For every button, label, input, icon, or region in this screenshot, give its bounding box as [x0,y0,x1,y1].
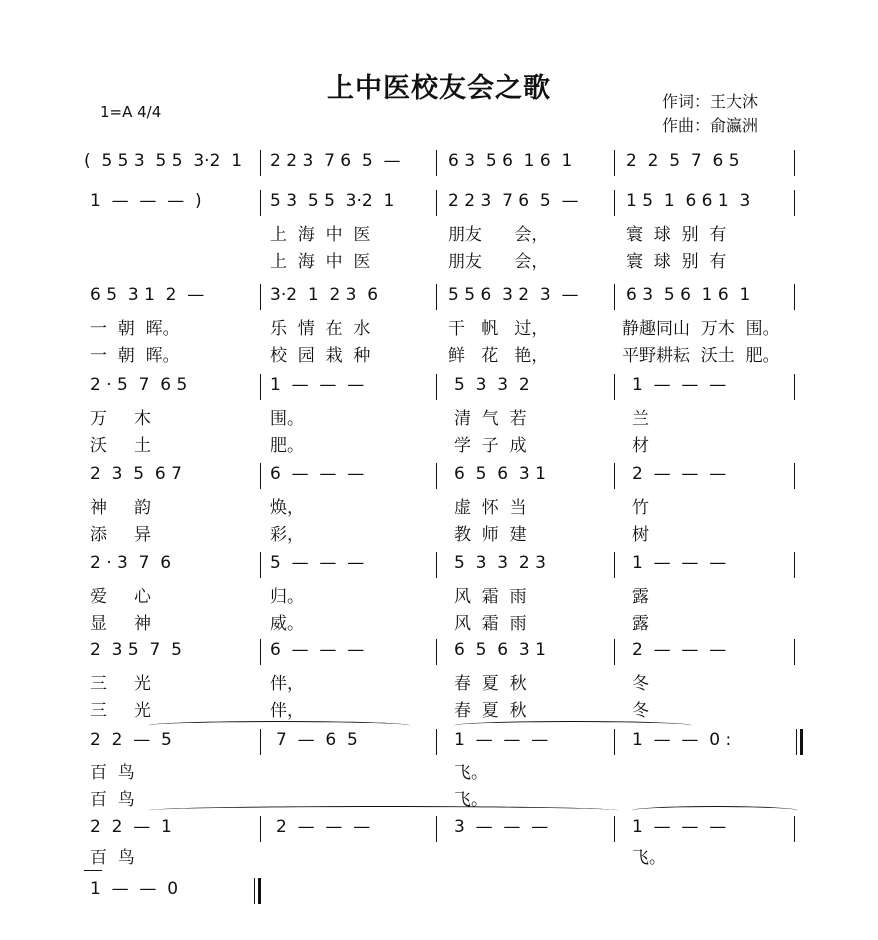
barline [614,729,615,755]
lyrics-block [80,758,800,812]
barline [436,190,437,216]
measure: 2 3 5 7 5 [90,640,182,660]
lyric-verse-2: 朋友 会， [448,252,549,272]
lyric-verse-1: 虚 怀 当 [454,498,527,518]
measure: 6 5 3 1 2 — [90,285,205,305]
lyric-verse-2: 沃 土 [90,436,152,456]
measure: 1 5 1 6 6 1 3 [626,191,751,211]
lyric-verse-1: 围。 [270,409,304,429]
lyric-verse-1: 上 海 中 医 [270,225,371,245]
lyric-verse-2: 鲜 花 艳， [448,346,549,366]
lyric-verse-1: 春 夏 秋 [454,674,527,694]
barline [794,374,795,400]
measure: 6 3 5 6 1 6 1 [448,151,573,171]
lyric-verse-2: 学 子 成 [454,436,527,456]
barline [260,639,261,665]
lyric-verse-1: 露 [632,587,649,607]
lyrics-block [80,843,800,871]
measure: 2 2 5 7 6 5 [626,151,740,171]
measure: 1 — — — ) [90,191,202,211]
measure: 6 5 6 3 1 [454,464,546,484]
barline [614,150,615,176]
lyric-verse-2: 上 海 中 医 [270,252,371,272]
barline [436,463,437,489]
barline [794,816,795,842]
lyric-verse-1: 静趣同山 万木 围。 [622,319,780,339]
measure: 1 — — 0 [90,879,179,899]
score-system [80,874,800,914]
lyric-verse-2: 肥。 [270,436,304,456]
lyrics-block [80,493,800,547]
lyric-verse-1: 伴， [270,674,304,694]
lyric-verse-1: 朋友 会， [448,225,549,245]
lyric-verse-2: 威。 [270,614,304,634]
key-signature: 1=A 4/4 [100,103,162,121]
barline [260,190,261,216]
measure: 1 — — — [632,553,727,573]
lyric-verse-2: 伴， [270,701,304,721]
measure: 2 · 3 7 6 [90,553,172,573]
barline [436,374,437,400]
measure: 2 2 — 5 [90,730,172,750]
measure: 6 3 5 6 1 6 1 [626,285,751,305]
lyric-verse-2: 寰 球 别 有 [626,252,727,272]
lyric-verse-2: 飞。 [454,790,488,810]
measure: 1 — — — [632,375,727,395]
measure: 6 — — — [270,640,365,660]
lyrics-block [80,582,800,636]
barline [436,552,437,578]
measure: 1 — — 0 : [632,730,732,750]
lyric-verse-2: 一 朝 晖。 [90,346,180,366]
measure: 2 2 3 7 6 5 — [448,191,579,211]
score-system [80,146,800,186]
measure: 7 — 6 5 [276,730,358,750]
barline [436,816,437,842]
barline [794,639,795,665]
measure: 6 5 6 3 1 [454,640,546,660]
measure: 1 — — — [454,730,549,750]
lyric-verse-2: 校 园 栽 种 [270,346,371,366]
credits [662,90,758,138]
lyric-verse-1: 风 霜 雨 [454,587,527,607]
lyric-verse-2: 材 [632,436,649,456]
lyric-verse-2: 添 异 [90,525,152,545]
lyric-verse-1: 竹 [632,498,649,518]
barline [436,150,437,176]
lyric-verse-2: 露 [632,614,649,634]
repeat-barline [800,729,803,755]
lyric-verse-2: 平野耕耘 沃土 肥。 [622,346,780,366]
measure: 5 — — — [270,553,365,573]
lyric-verse-1: 焕， [270,498,304,518]
lyric-verse-1: 干 帆 过， [448,319,549,339]
lyric-verse-1: 神 韵 [90,498,152,518]
measure: 2 · 5 7 6 5 [90,375,188,395]
lyric-verse-2: 风 霜 雨 [454,614,527,634]
measure: 5 3 3 2 3 [454,553,546,573]
measure: 2 — — — [632,640,727,660]
barline [436,639,437,665]
lyric-verse-1: 飞。 [632,848,666,868]
barline [254,878,255,904]
barline [796,729,797,755]
measure: 2 2 3 7 6 5 — [270,151,401,171]
measure: 2 2 — 1 [90,817,172,837]
barline [614,463,615,489]
final-barline [258,878,261,904]
composer-credit: 作曲：俞瀛洲 [662,116,759,135]
barline [614,284,615,310]
song-title: 上中医校友会之歌 [327,73,551,104]
measure: 5 3 5 5 3·2 1 [270,191,395,211]
measure: 6 — — — [270,464,365,484]
barline [794,463,795,489]
lyrics-block [80,220,800,274]
lyric-verse-2: 百 鸟 [90,790,135,810]
barline [260,150,261,176]
measure: 2 — — — [276,817,371,837]
lyrics-block [80,404,800,458]
barline [794,552,795,578]
barline [436,284,437,310]
lyric-verse-1: 一 朝 晖。 [90,319,180,339]
barline [794,190,795,216]
measure: 3 — — — [454,817,549,837]
lyric-verse-1: 兰 [632,409,649,429]
measure: 5 3 3 2 [454,375,530,395]
lyric-verse-1: 寰 球 别 有 [626,225,727,245]
barline [614,190,615,216]
barline [260,463,261,489]
barline [260,552,261,578]
barline [614,816,615,842]
lyric-verse-1: 飞。 [454,763,488,783]
lyric-verse-1: 爱 心 [90,587,152,607]
lyric-verse-1: 乐 情 在 水 [270,319,371,339]
measure: ( 5 5 3 5 5 3·2 1 [84,151,243,171]
barline [794,150,795,176]
barline [260,729,261,755]
barline [794,284,795,310]
lyric-verse-1: 百 鸟 [90,763,135,783]
lyric-verse-2: 三 光 [90,701,152,721]
barline [260,284,261,310]
lyric-verse-1: 冬 [632,674,649,694]
barline [614,374,615,400]
barline [614,639,615,665]
lyric-verse-2: 彩， [270,525,304,545]
lyric-verse-1: 三 光 [90,674,152,694]
measure: 2 — — — [632,464,727,484]
measure: 1 — — — [270,375,365,395]
lyric-verse-1: 万 木 [90,409,152,429]
lyric-verse-2: 春 夏 秋 [454,701,527,721]
measure: 2 3 5 6 7 [90,464,182,484]
lyricist-credit: 作词：王大沐 [662,92,759,111]
lyrics-block [80,314,800,368]
lyric-verse-2: 冬 [632,701,649,721]
lyric-verse-1: 百 鸟 [90,848,135,868]
lyric-verse-2: 显 神 [90,614,152,634]
lyrics-block [80,669,800,723]
lyric-verse-1: 清 气 若 [454,409,527,429]
barline [614,552,615,578]
lyric-verse-2: 树 [632,525,649,545]
measure: 5 5 6 3 2 3 — [448,285,579,305]
lyric-verse-1: 归。 [270,587,304,607]
lyric-verse-2: 教 师 建 [454,525,527,545]
barline [436,729,437,755]
measure: 3·2 1 2 3 6 [270,285,379,305]
measure: 1 — — — [632,817,727,837]
barline [260,374,261,400]
barline [260,816,261,842]
